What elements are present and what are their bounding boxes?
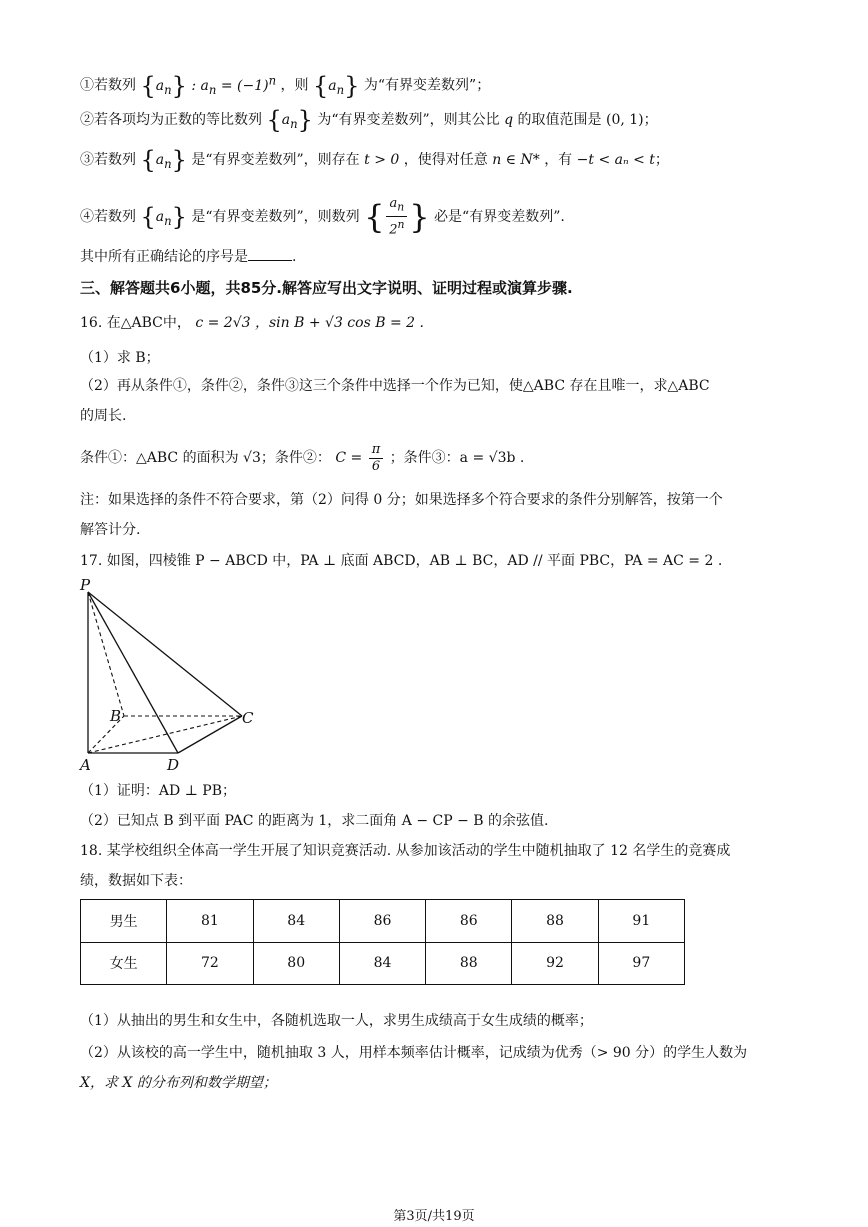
table-cell: 91 [598, 900, 684, 943]
fraction-pi-over-6: $\frac{\pi}{6}$ [369, 442, 384, 475]
table-cell: 88 [512, 900, 598, 943]
q16-note: 注：如果选择的条件不符合要求，第（2）问得 0 分；如果选择多个符合要求的条件分别解答，按第一个 [80, 492, 723, 508]
label-A: A [80, 756, 91, 772]
fraction-an-over-2n: $\frac{a_n}{2^n}$ [386, 196, 407, 238]
section-3-heading: 三、解答题共6小题，共85分.解答应写出文字说明、证明过程或演算步骤. [80, 279, 573, 297]
q18-head-cont: 绩，数据如下表： [80, 873, 192, 889]
statement-4: ④若数列 $\{a_n\}$ 是“有界变差数列”，则数列 { $\frac{a_n}{2^n}$ } 必是“有界变差数列”. [80, 196, 565, 237]
statement-1: ①若数列 $\{a_n\}$ : $a_n = (-1)^n$ ，则 $\{a_n\}$ 为“有界变差数列”； [80, 71, 491, 100]
statement-3: ③若数列 $\{a_n\}$ 是“有界变差数列”，则存在 t > 0 ，使得对任意 n ∈ N* ，有 −t < aₙ < t； [80, 146, 669, 174]
table-cell: 80 [253, 942, 339, 985]
table-cell: 81 [167, 900, 253, 943]
table-cell: 97 [598, 942, 684, 985]
q17-part1: （1）证明：AD ⊥ PB； [80, 783, 237, 799]
q18-part2: （2）从该校的高一学生中，随机抽取 3 人，用样本频率估计概率，记成绩为优秀（> 90 分）的学生人数为 [80, 1045, 748, 1061]
q16-part2-cont: 的周长. [80, 408, 127, 424]
edge-PD [88, 592, 178, 753]
q18-part2-cont: X，求 X 的分布列和数学期望； [80, 1075, 277, 1091]
edge-DC [178, 716, 242, 753]
row-label: 女生 [81, 942, 167, 985]
table-cell: 86 [426, 900, 512, 943]
edge-PC [88, 592, 242, 716]
q16-note-cont: 解答计分. [80, 522, 141, 538]
table-cell: 92 [512, 942, 598, 985]
table-cell: 84 [339, 942, 425, 985]
table-cell: 72 [167, 942, 253, 985]
q16-conditions: 条件①：△ABC 的面积为 √3；条件②： C = $\frac{\pi}{6}$ ；条件③：a = √3b . [80, 441, 525, 474]
answer-blank [248, 246, 292, 261]
label-P: P [80, 576, 91, 594]
row-label: 男生 [81, 900, 167, 943]
ratio-range: (0, 1) [606, 112, 644, 128]
statement-2: ②若各项均为正数的等比数列 $\{a_n\}$ 为“有界变差数列”，则其公比 q 的取值范围是 (0, 1)； [80, 106, 658, 134]
table-cell: 88 [426, 942, 512, 985]
edge-PB-hidden [88, 592, 124, 716]
q16-part2: （2）再从条件①，条件②，条件③这三个条件中选择一个作为已知，使△ABC 存在且唯一，求△ABC [80, 378, 710, 394]
q18-head: 18. 某学校组织全体高一学生开展了知识竞赛活动. 从参加该活动的学生中随机抽取了 12 名学生的竞赛成 [80, 843, 731, 859]
label-B: B [110, 707, 122, 725]
page-footer: 第3页/共19页 [393, 1209, 475, 1224]
table-cell: 84 [253, 900, 339, 943]
seq-an: $\{a_n\}$ [140, 71, 187, 100]
table-row [81, 900, 685, 943]
q16-part1: （1）求 B； [80, 350, 160, 366]
q17-head: 17. 如图，四棱锥 P − ABCD 中，PA ⊥ 底面 ABCD，AB ⊥ BC，AD // 平面 PBC，PA = AC = 2 . [80, 553, 723, 569]
table-cell: 86 [339, 900, 425, 943]
q18-part1: （1）从抽出的男生和女生中，各随机选取一人，求男生成绩高于女生成绩的概率； [80, 1013, 593, 1029]
answer-prompt: 其中所有正确结论的序号是 . [80, 246, 296, 267]
q17-part2: （2）已知点 B 到平面 PAC 的距离为 1，求二面角 A − CP − B 的余弦值. [80, 813, 549, 829]
seq-definition: : $a_n = (-1)^n$ [191, 73, 277, 97]
q16-head: 16. 在△ABC中， c = 2√3 ，sin B + √3 cos B = 2 . [80, 315, 424, 331]
label-C: C [242, 709, 254, 727]
scores-table [80, 899, 685, 985]
pyramid-figure [76, 576, 266, 772]
table-row [81, 942, 685, 985]
label-D: D [167, 756, 180, 772]
